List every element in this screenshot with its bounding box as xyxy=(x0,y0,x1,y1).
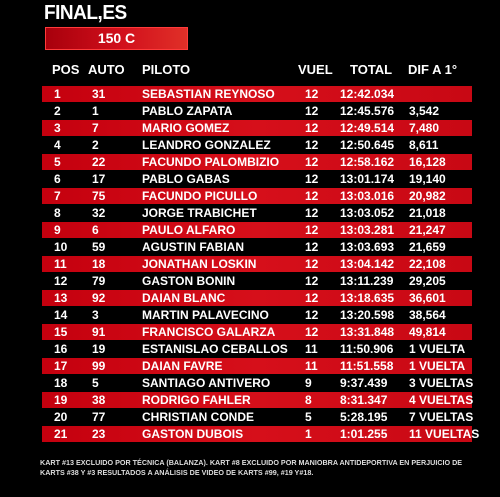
cell-auto: 92 xyxy=(92,291,106,305)
cell-piloto: AGUSTIN FABIAN xyxy=(142,240,244,254)
category-badge: 150 C xyxy=(45,27,188,50)
cell-total: 13:11.239 xyxy=(340,274,394,288)
cell-auto: 75 xyxy=(92,189,106,203)
results-table xyxy=(42,86,480,443)
cell-pos: 14 xyxy=(54,308,68,322)
cell-total: 13:31.848 xyxy=(340,325,395,339)
cell-total: 13:01.174 xyxy=(340,172,395,186)
cell-dif: 7,480 xyxy=(409,121,440,135)
cell-dif: 38,564 xyxy=(409,308,446,322)
cell-dif: 8,611 xyxy=(409,138,439,152)
cell-dif: 1 VUELTA xyxy=(409,359,466,373)
cell-total: 12:50.645 xyxy=(340,138,395,152)
cell-pos: 16 xyxy=(54,342,68,356)
cell-auto: 22 xyxy=(92,155,106,169)
table-row xyxy=(42,341,472,357)
table-row xyxy=(42,205,472,221)
header-dif: DIF A 1° xyxy=(408,62,458,77)
cell-vuel: 12 xyxy=(305,206,319,220)
table-row xyxy=(42,137,472,153)
cell-total: 5:28.195 xyxy=(340,410,388,424)
cell-vuel: 12 xyxy=(305,189,319,203)
cell-auto: 31 xyxy=(92,87,106,101)
cell-vuel: 12 xyxy=(305,240,319,254)
table-row xyxy=(42,358,472,374)
table-row xyxy=(42,188,472,204)
cell-auto: 18 xyxy=(92,257,106,271)
cell-total: 11:51.558 xyxy=(340,359,394,373)
cell-piloto: LEANDRO GONZALEZ xyxy=(142,138,271,152)
cell-piloto: PABLO GABAS xyxy=(142,172,230,186)
cell-total: 13:20.598 xyxy=(340,308,395,322)
cell-total: 12:42.034 xyxy=(340,87,395,101)
header-vuel: VUEL xyxy=(298,62,333,77)
table-row xyxy=(42,256,472,272)
cell-dif: 20,982 xyxy=(409,189,446,203)
cell-vuel: 12 xyxy=(305,155,319,169)
cell-pos: 12 xyxy=(54,274,68,288)
cell-vuel: 12 xyxy=(305,325,319,339)
cell-auto: 91 xyxy=(92,325,106,339)
cell-vuel: 9 xyxy=(305,376,312,390)
cell-auto: 59 xyxy=(92,240,106,254)
cell-pos: 9 xyxy=(54,223,61,237)
cell-vuel: 11 xyxy=(305,359,318,373)
table-row xyxy=(42,154,472,170)
cell-pos: 21 xyxy=(54,427,68,441)
cell-auto: 6 xyxy=(92,223,99,237)
cell-piloto: PABLO ZAPATA xyxy=(142,104,233,118)
cell-pos: 4 xyxy=(54,138,61,152)
cell-piloto: SEBASTIAN REYNOSO xyxy=(142,87,275,101)
cell-total: 12:45.576 xyxy=(340,104,395,118)
cell-pos: 18 xyxy=(54,376,68,390)
cell-dif: 4 VUELTAS xyxy=(409,393,474,407)
cell-dif: 21,659 xyxy=(409,240,446,254)
table-row xyxy=(42,103,472,119)
cell-vuel: 12 xyxy=(305,291,319,305)
cell-dif: 7 VUELTAS xyxy=(409,410,474,424)
cell-dif: 22,108 xyxy=(409,257,446,271)
header-piloto: PILOTO xyxy=(142,62,191,77)
table-row xyxy=(42,409,472,425)
cell-vuel: 12 xyxy=(305,104,319,118)
cell-auto: 23 xyxy=(92,427,106,441)
cell-piloto: DAIAN FAVRE xyxy=(142,359,223,373)
cell-vuel: 12 xyxy=(305,87,319,101)
cell-pos: 2 xyxy=(54,104,61,118)
cell-piloto: CHRISTIAN CONDE xyxy=(142,410,255,424)
cell-piloto: SANTIAGO ANTIVERO xyxy=(142,376,271,390)
cell-dif: 1 VUELTA xyxy=(409,342,466,356)
cell-auto: 5 xyxy=(92,376,99,390)
cell-piloto: FACUNDO PALOMBIZIO xyxy=(142,155,280,169)
cell-pos: 6 xyxy=(54,172,61,186)
cell-total: 11:50.906 xyxy=(340,342,394,356)
table-row xyxy=(42,375,472,391)
cell-auto: 99 xyxy=(92,359,106,373)
cell-total: 12:58.162 xyxy=(340,155,395,169)
cell-auto: 32 xyxy=(92,206,106,220)
cell-dif: 11 VUELTAS xyxy=(409,427,480,441)
cell-total: 13:03.693 xyxy=(340,240,395,254)
cell-vuel: 12 xyxy=(305,138,319,152)
cell-dif: 29,205 xyxy=(409,274,446,288)
cell-vuel: 12 xyxy=(305,121,319,135)
cell-vuel: 12 xyxy=(305,308,319,322)
cell-auto: 2 xyxy=(92,138,99,152)
cell-auto: 38 xyxy=(92,393,106,407)
cell-dif: 21,018 xyxy=(409,206,446,220)
cell-total: 13:03.281 xyxy=(340,223,395,237)
cell-vuel: 8 xyxy=(305,393,312,407)
footnote: KART #13 EXCLUIDO POR TÉCNICA (BALANZA). KART #8 EXCLUIDO POR MANIOBRA ANTIDEPORTIVA EN PERJUICIO DE KARTS #38 Y #3 RESULTADOS A ANÁLISIS DE VIDEO DE KARTS #99, #19 Y#18. xyxy=(40,458,463,477)
cell-total: 13:03.052 xyxy=(340,206,395,220)
table-header xyxy=(0,62,500,80)
cell-dif: 16,128 xyxy=(409,155,446,169)
cell-total: 13:18.635 xyxy=(340,291,395,305)
cell-total: 1:01.255 xyxy=(340,427,388,441)
cell-pos: 15 xyxy=(54,325,68,339)
cell-vuel: 12 xyxy=(305,223,319,237)
table-row xyxy=(42,324,472,340)
cell-piloto: RODRIGO FAHLER xyxy=(142,393,251,407)
cell-auto: 7 xyxy=(92,121,99,135)
header-total: TOTAL xyxy=(350,62,393,77)
cell-piloto: FRANCISCO GALARZA xyxy=(142,325,276,339)
cell-auto: 77 xyxy=(92,410,106,424)
cell-piloto: GASTON BONIN xyxy=(142,274,236,288)
table-row xyxy=(42,426,480,442)
cell-vuel: 12 xyxy=(305,274,319,288)
cell-piloto: FACUNDO PICULLO xyxy=(142,189,258,203)
cell-total: 8:31.347 xyxy=(340,393,388,407)
cell-dif: 21,247 xyxy=(409,223,446,237)
table-row xyxy=(42,171,472,187)
cell-pos: 8 xyxy=(54,206,61,220)
cell-pos: 19 xyxy=(54,393,68,407)
table-row xyxy=(42,307,472,323)
cell-pos: 10 xyxy=(54,240,68,254)
cell-auto: 1 xyxy=(92,104,99,118)
cell-dif: 19,140 xyxy=(409,172,446,186)
table-row xyxy=(42,273,472,289)
cell-pos: 13 xyxy=(54,291,68,305)
cell-pos: 1 xyxy=(54,87,61,101)
table-row xyxy=(42,222,472,238)
cell-piloto: ESTANISLAO CEBALLOS xyxy=(142,342,288,356)
cell-auto: 79 xyxy=(92,274,106,288)
header-pos: POS xyxy=(52,62,80,77)
table-row xyxy=(42,120,472,136)
cell-pos: 17 xyxy=(54,359,68,373)
cell-vuel: 5 xyxy=(305,410,312,424)
cell-vuel: 1 xyxy=(305,427,312,441)
table-row xyxy=(42,239,472,255)
cell-piloto: PAULO ALFARO xyxy=(142,223,236,237)
cell-dif: 49,814 xyxy=(409,325,446,339)
cell-piloto: MARTIN PALAVECINO xyxy=(142,308,269,322)
cell-auto: 3 xyxy=(92,308,99,322)
cell-piloto: GASTON DUBOIS xyxy=(142,427,244,441)
cell-piloto: JONATHAN LOSKIN xyxy=(142,257,257,271)
page-title: FINAL,ES xyxy=(44,2,127,24)
cell-pos: 20 xyxy=(54,410,68,424)
cell-total: 13:03.016 xyxy=(340,189,395,203)
cell-pos: 11 xyxy=(54,257,67,271)
table-row xyxy=(42,392,472,408)
cell-total: 12:49.514 xyxy=(340,121,395,135)
cell-total: 13:04.142 xyxy=(340,257,395,271)
table-row xyxy=(42,86,472,102)
cell-piloto: JORGE TRABICHET xyxy=(142,206,257,220)
cell-dif: 36,601 xyxy=(409,291,446,305)
table-row xyxy=(42,290,472,306)
cell-dif: 3,542 xyxy=(409,104,440,118)
cell-piloto: DAIAN BLANC xyxy=(142,291,226,305)
cell-auto: 19 xyxy=(92,342,106,356)
cell-pos: 7 xyxy=(54,189,61,203)
cell-dif: 3 VUELTAS xyxy=(409,376,474,390)
cell-piloto: MARIO GOMEZ xyxy=(142,121,230,135)
header-auto: AUTO xyxy=(88,62,125,77)
cell-auto: 17 xyxy=(92,172,106,186)
cell-pos: 3 xyxy=(54,121,61,135)
cell-total: 9:37.439 xyxy=(340,376,388,390)
cell-vuel: 12 xyxy=(305,172,319,186)
cell-vuel: 11 xyxy=(305,342,318,356)
cell-pos: 5 xyxy=(54,155,61,169)
cell-vuel: 12 xyxy=(305,257,319,271)
